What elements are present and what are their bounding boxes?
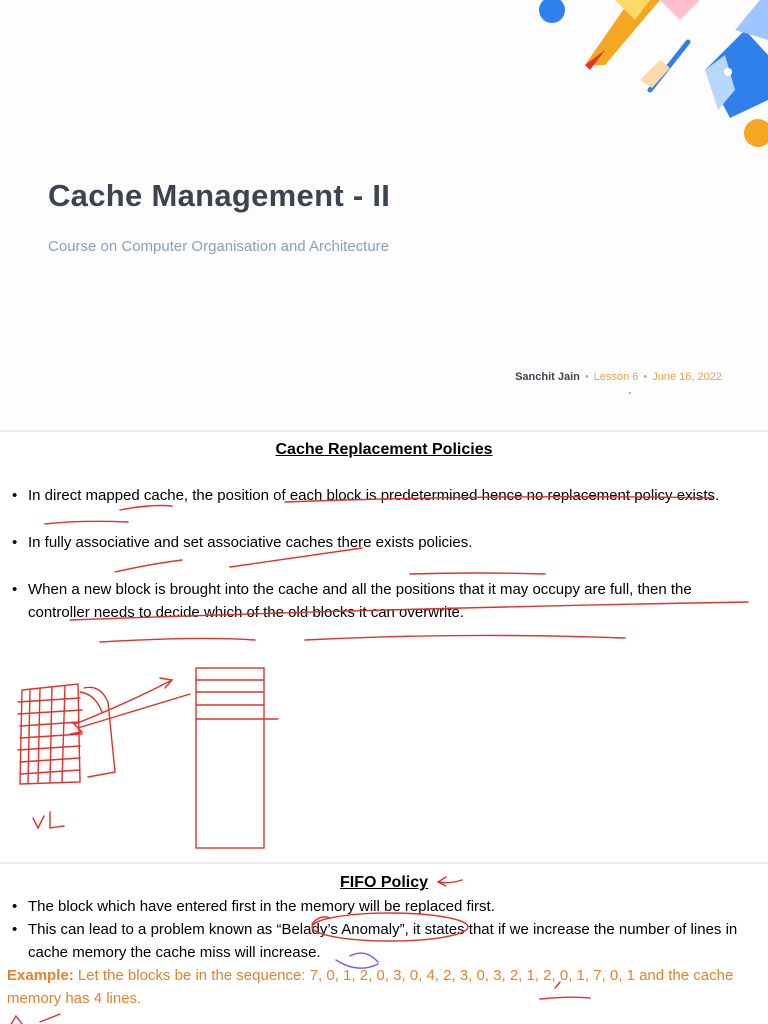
- blue-dot-icon: [539, 0, 565, 23]
- bullet-icon: •: [12, 898, 18, 915]
- replacement-policies-slide: [0, 432, 768, 862]
- memory-block-sketch: [18, 684, 115, 784]
- course-subtitle: Course on Computer Organisation and Architecture: [48, 238, 390, 255]
- decorative-illustration: [0, 0, 768, 430]
- lesson-number: Lesson 6: [593, 371, 639, 383]
- handwritten-annotations: [0, 864, 768, 1024]
- bullet-text: This can lead to a problem known as “Belady’s Anomaly”, it states that if we increase the number of lines in cache memory the cache miss will increase.: [28, 921, 738, 961]
- bullet-text: In direct mapped cache, the position of each block is predetermined hence no replacement policy exists.: [28, 487, 720, 504]
- slide-heading: FIFO Policy: [339, 874, 428, 891]
- example-body: Let the blocks be in the sequence: 7, 0, 1, 2, 0, 3, 0, 4, 2, 3, 0, 3, 2, 1, 2, 0, 1, 7, 0, 1 and the cache memory has 4 lines.: [7, 967, 734, 1007]
- title-slide: [0, 0, 768, 430]
- example-label: Example:: [7, 967, 74, 984]
- fifo-policy-slide: [0, 864, 768, 1024]
- separator: •: [643, 371, 648, 383]
- bullet-text: The block which have entered first in the memory will be replaced first.: [28, 898, 495, 915]
- slide-heading: Cache Replacement Policies: [275, 441, 493, 458]
- cache-block-sketch: [196, 668, 278, 848]
- pencil-decoration-icon: [585, 0, 660, 70]
- bullet-icon: •: [12, 581, 18, 598]
- bullet-text: When a new block is brought into the cache and all the positions that it may occupy are full, then the controller needs to decide which of the old blocks it can overwrite.: [28, 581, 692, 621]
- lesson-meta: [515, 371, 722, 383]
- author-name: Sanchit Jain: [515, 371, 580, 383]
- bullet-icon: •: [12, 534, 18, 551]
- bullet-icon: •: [12, 921, 18, 938]
- handwritten-annotations: [0, 432, 768, 862]
- pen-nib-decoration-icon: [705, 0, 768, 118]
- bullet-text: In fully associative and set associative caches there exists policies.: [28, 534, 473, 551]
- page-title: Cache Management - II: [48, 178, 391, 213]
- bullet-icon: •: [12, 487, 18, 504]
- orange-dot-icon: [744, 119, 768, 147]
- lesson-date: June 16, 2022: [652, 371, 722, 383]
- separator: •: [584, 371, 589, 383]
